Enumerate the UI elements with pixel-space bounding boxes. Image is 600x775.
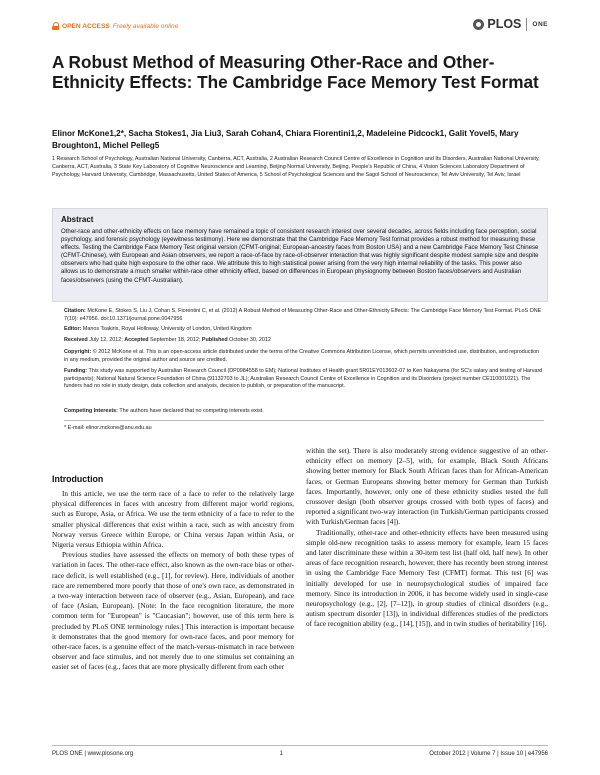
- funding-label: Funding:: [64, 368, 88, 374]
- accepted-label: Accepted: [124, 337, 149, 343]
- competing-text: The authors have declared that no competing interests exist.: [119, 408, 264, 414]
- citation-line: [64, 308, 544, 323]
- footer-page-number: 1: [279, 751, 283, 757]
- footer-issue: October 2012 | Volume 7 | Issue 10 | e47956: [429, 751, 548, 757]
- abstract-text: Other-race and other-ethnicity effects on face memory have remained a topic of consistent research interest over several decades, across fields including face perception, social psychology, and forensic psychology (eyewitness testimony). Here we demonstrate that the Cambridge Face Memory Test format provides a robust method for measuring these effects. Testing the Cambridge Face Memory Test original version (CFMT-original; European-ancestry faces from Boston USA) and a new Cambridge Face Memory Test Chinese (CFMT-Chinese), with European and Asian observers, we report a race-of-face by race-of-observer interaction that was highly significant despite modest sample size and despite observers who had quite high exposure to the other race. We attribute this to high statistical power arising from the very high internal reliability of the tasks. This power also allows us to demonstrate a much smaller within-race other ethnicity effect, based on differences in European physiognomy between Boston faces/observers and Australian faces/observers (using the CFMT-Australian).: [61, 228, 539, 284]
- editor-label: Editor:: [64, 326, 82, 332]
- funding-text: This study was supported by Australian Research Council (DP0984558 to EM); National Institutes of Health grant 5R01EY013602-07 to Ken Nakayama (for SC's salary and testing of Harvard participants); National Natural Science Foundation of China (91132703 to JL); Australian Research Council Centre of Excellence in Cognition and its Disorders (project number CE110001021). The funders had no role in study design, data collection and analysis, decision to publish, or preparation of the manuscript.: [64, 368, 543, 390]
- open-access-banner: [52, 22, 178, 30]
- meta-divider: [64, 420, 544, 421]
- logo-text: PLOS: [487, 17, 522, 31]
- received-label: Received: [64, 337, 88, 343]
- editor-line: [64, 326, 544, 334]
- competing-line: [64, 408, 544, 416]
- introduction-heading: Introduction: [52, 474, 104, 484]
- dates-line: [64, 337, 544, 345]
- open-lock-icon: [52, 22, 59, 30]
- open-access-label: OPEN ACCESS: [62, 22, 110, 30]
- email-line: * E-mail: elinor.mckone@anu.edu.au: [64, 425, 152, 431]
- received-date: July 12, 2012;: [89, 337, 123, 343]
- competing-label: Competing Interests:: [64, 408, 118, 414]
- author-list: Elinor McKone1,2*, Sacha Stokes1, Jia Liu3, Sarah Cohan4, Chiara Fiorentini1,2, Madeleine Pidcock1, Galit Yovel5, Mary Broughton1, Michel Pelleg5: [52, 129, 519, 150]
- footer-journal: PLOS ONE | www.plosone.org: [52, 751, 134, 757]
- logo-divider: [526, 18, 527, 31]
- left-column: [52, 489, 294, 673]
- abstract-heading: Abstract: [61, 215, 94, 224]
- footer-divider: [52, 745, 548, 746]
- page-footer: [52, 751, 548, 757]
- freely-available-label: Freely available online: [112, 22, 179, 30]
- paragraph: Previous studies have assessed the effects on memory of both these types of variation in faces. The other-race effect, also known as the own-race bias or other-race deficit, is well established (e.g., [1], for review). Here, individuals of another race are remembered more poorly that those of one's own race, as demonstrated in a two-way interaction between race of observer (e.g., Asian, European), and race of face (Asian, European). [Note: In the face recognition literature, the more common term for "European" is "Caucasian"; however, use of this term here is precluded by PLoS ONE terminology rules.] This interaction is important because it demonstrates that the good memory for own-race faces, and poor memory for other-race faces, is a genuine effect of the match-versus-mismatch in race between observer and face stimulus, and not merely due to one stimulus set containing an easier set of faces (e.g., faces that are more physically different from each other: [52, 550, 294, 672]
- editor-text: Manos Tsakiris, Royal Holloway, University of London, United Kingdom: [82, 326, 252, 332]
- published-label: Published: [201, 337, 228, 343]
- logo-one-text: ONE: [532, 20, 548, 28]
- abstract-box: [52, 208, 548, 302]
- plos-circle-icon: [473, 19, 484, 30]
- paragraph: within the set). There is also moderately strong evidence suggestive of an other-ethnicity effect on memory [2–5], with, for example, Black South Africans showing better memory for Black South African faces than for African-American faces, or German Europeans showing better memory for German than Turkish faces. Importantly, however, only one of these ethnicity studies tested the full crossover design (both observer groups crossed with both types of faces) and reported a significant two-way interaction (in Turkish/German participants crossed with Turkish/German faces [4]).: [306, 446, 548, 527]
- copyright-text: © 2012 McKone et al. This is an open-access article distributed under the terms of the Creative Commons Attribution License, which permits unrestricted use, distribution, and reproduction in any medium, provided the original author and source are credited.: [64, 349, 540, 363]
- article-title: A Robust Method of Measuring Other-Race and Other-Ethnicity Effects: The Cambridge Face Memory Test Format: [52, 52, 539, 92]
- plos-one-logo: [473, 17, 548, 31]
- published-date: October 30, 2012: [229, 337, 271, 343]
- right-column: [306, 446, 548, 630]
- paragraph: Traditionally, other-race and other-ethnicity effects have been measured using simple old-new recognition tasks to assess memory for example, learn 15 faces and later discriminate these within a 30-item test list (half old, half new). In other areas of face recognition research, however, there has recently been strong interest in using the Cambridge Face Memory Test (CFMT) format. This test [6] was initially developed for use in neuropsychological studies of impaired face memory. Since its introduction in 2006, it has become widely used in single-case neuropsychology (e.g., [2], [7–12]), in group studies of clinical disorders (e.g., autism spectrum disorder [13]), in individual differences studies of the predictors of face recognition ability (e.g., [14], [15]), and in twin studies of heritability [16].: [306, 527, 548, 629]
- citation-text: McKone E, Stokes S, Liu J, Cohan S, Fiorentini C, et al. (2012) A Robust Method of Measuring Other-Race and Other-Ethnicity Effects: The Cambridge Face Memory Test Format. PLoS ONE 7(10): e47956. doi:10.1371/journal.pone.0047956: [64, 308, 542, 322]
- funding-line: [64, 368, 544, 391]
- copyright-label: Copyright:: [64, 349, 92, 355]
- affiliations: 1 Research School of Psychology, Australian National University, Canberra, ACT, Australia, 2 Australian Research Council Centre of Excellence in Cognition and Its Disorders, Australian National University, Canberra, ACT, Australia, 3 State Key Laboratory of Cognitive Neuroscience and Learning, Beijing Normal University, Beijing, People's Republic of China, 4 Vision Sciences Laboratory Department of Psychology, Harvard University, Cambridge, Massachusetts, United States of America, 5 School of Psychological Sciences and the Sagol School of Neuroscience, Tel Aviv University, Tel Aviv, Israel: [52, 156, 540, 179]
- copyright-line: [64, 349, 544, 364]
- citation-label: Citation:: [64, 308, 86, 314]
- accepted-date: September 18, 2012;: [150, 337, 201, 343]
- paragraph: In this article, we use the term race of a face to refer to the relatively large physical differences in faces with ancestry from different major world regions, such as Europe, Asia, or Africa. We use the term ethnicity of a face to refer to the smaller physical differences that exist within a race, such as with ancestry from Norway versus Greece within Europe, or China versus Japan within Asia, or Nigeria versus Ethiopia within Africa.: [52, 489, 294, 550]
